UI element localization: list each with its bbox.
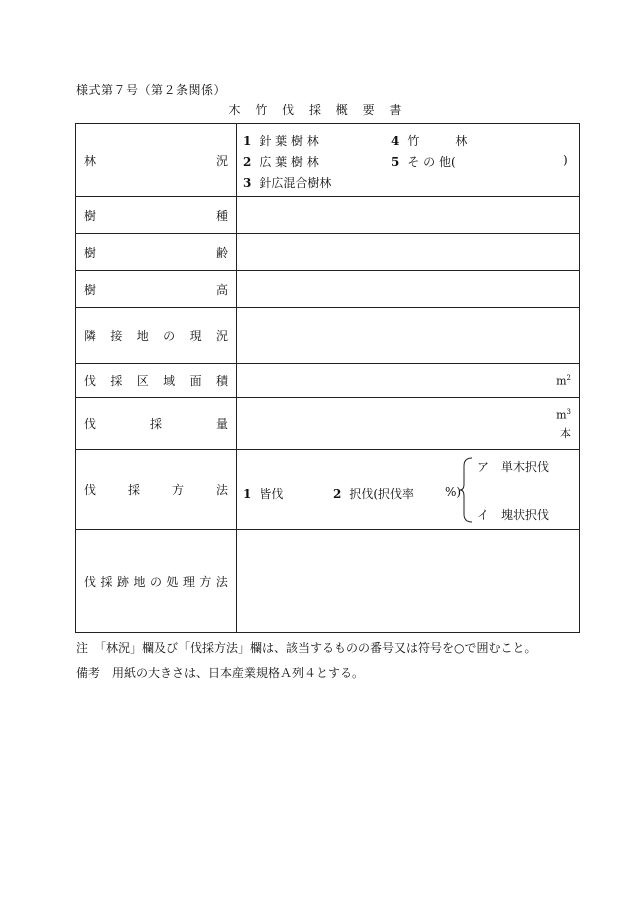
option-label: そ の 他(: [407, 155, 456, 169]
option-label: 針広混合樹林: [259, 176, 332, 190]
logging-method-options: [237, 450, 579, 529]
option-number: 4: [391, 134, 400, 148]
row-logging-method: [76, 449, 579, 529]
footnote: 注 「林況」欄及び「伐採方法」欄は、該当するものの番号又は符号を○で囲むこと。: [76, 641, 537, 655]
label-adjacent-land: [76, 308, 237, 363]
row-post-logging-treatment: [76, 529, 579, 632]
forest-option-2[interactable]: [243, 153, 319, 170]
option-number: 2: [333, 487, 342, 501]
method-sub-b[interactable]: イ 塊状択伐: [477, 508, 550, 522]
option-number: 5: [391, 155, 400, 169]
label-tree-species: [76, 197, 237, 233]
tree-age-field[interactable]: [237, 234, 579, 270]
label-text: 樹 齢: [84, 245, 228, 260]
option-label: 択伐(択伐率: [349, 487, 415, 501]
option-label: 針 葉 樹 林: [259, 134, 319, 148]
label-logging-method: [76, 450, 237, 529]
label-text: 隣 接 地 の 現 況: [84, 329, 228, 343]
summary-table: [75, 123, 580, 633]
row-tree-species: [76, 196, 579, 233]
post-logging-treatment-field[interactable]: [237, 530, 579, 632]
row-tree-age: [76, 233, 579, 270]
volume-unit-m3: $m^3$: [556, 408, 571, 422]
document-title: 木 竹 伐 採 概 要 書: [228, 103, 402, 117]
forest-option-3[interactable]: [243, 174, 331, 191]
forest-option-1[interactable]: [243, 132, 319, 149]
row-tree-height: [76, 270, 579, 307]
method-sub-a[interactable]: ア 単木択伐: [477, 460, 550, 474]
label-logging-volume: [76, 398, 237, 449]
remark: 備考 用紙の大きさは、日本産業規格Ａ列４とする。: [76, 666, 365, 680]
logging-area-field[interactable]: [237, 364, 579, 397]
forest-option-5[interactable]: [391, 153, 456, 170]
row-adjacent-land: [76, 307, 579, 363]
area-unit: $m^2$: [556, 374, 571, 388]
label-text: 伐 採 跡 地 の 処 理 方 法: [84, 574, 228, 589]
selective-rate-percent: %): [445, 485, 462, 499]
label-text: 樹 種: [84, 208, 228, 223]
row-logging-volume: [76, 397, 579, 449]
label-tree-height: [76, 271, 237, 307]
label-tree-age: [76, 234, 237, 270]
option-number: 2: [243, 155, 252, 169]
logging-volume-field[interactable]: [237, 398, 579, 449]
tree-height-field[interactable]: [237, 271, 579, 307]
other-close-paren: ): [563, 153, 568, 167]
option-number: 1: [243, 487, 252, 501]
option-label: 広 葉 樹 林: [259, 155, 319, 169]
row-forest-condition: [76, 124, 579, 196]
forest-condition-options: [237, 124, 579, 196]
label-forest-condition: [76, 124, 237, 196]
row-logging-area: [76, 363, 579, 397]
label-text: 伐 採 方 法: [84, 483, 228, 497]
label-text: 伐 採 量: [84, 417, 228, 431]
forest-option-4[interactable]: [391, 132, 467, 149]
option-label: 皆伐: [259, 487, 284, 501]
option-number: 1: [243, 134, 252, 148]
volume-unit-trees: 本: [560, 427, 571, 440]
method-option-1[interactable]: [243, 485, 283, 502]
adjacent-land-field[interactable]: [237, 308, 579, 363]
label-text: 樹 高: [84, 282, 228, 297]
option-label: 竹 林: [407, 134, 468, 148]
label-text: 林 況: [84, 153, 228, 168]
label-logging-area: [76, 364, 237, 397]
tree-species-field[interactable]: [237, 197, 579, 233]
option-number: 3: [243, 176, 252, 190]
form-number: 様式第７号（第２条関係）: [76, 83, 227, 97]
method-option-2[interactable]: [333, 485, 414, 502]
label-text: 伐 採 区 域 面 積: [84, 374, 228, 388]
label-post-logging-treatment: [76, 530, 237, 632]
brace-icon: [459, 456, 475, 524]
